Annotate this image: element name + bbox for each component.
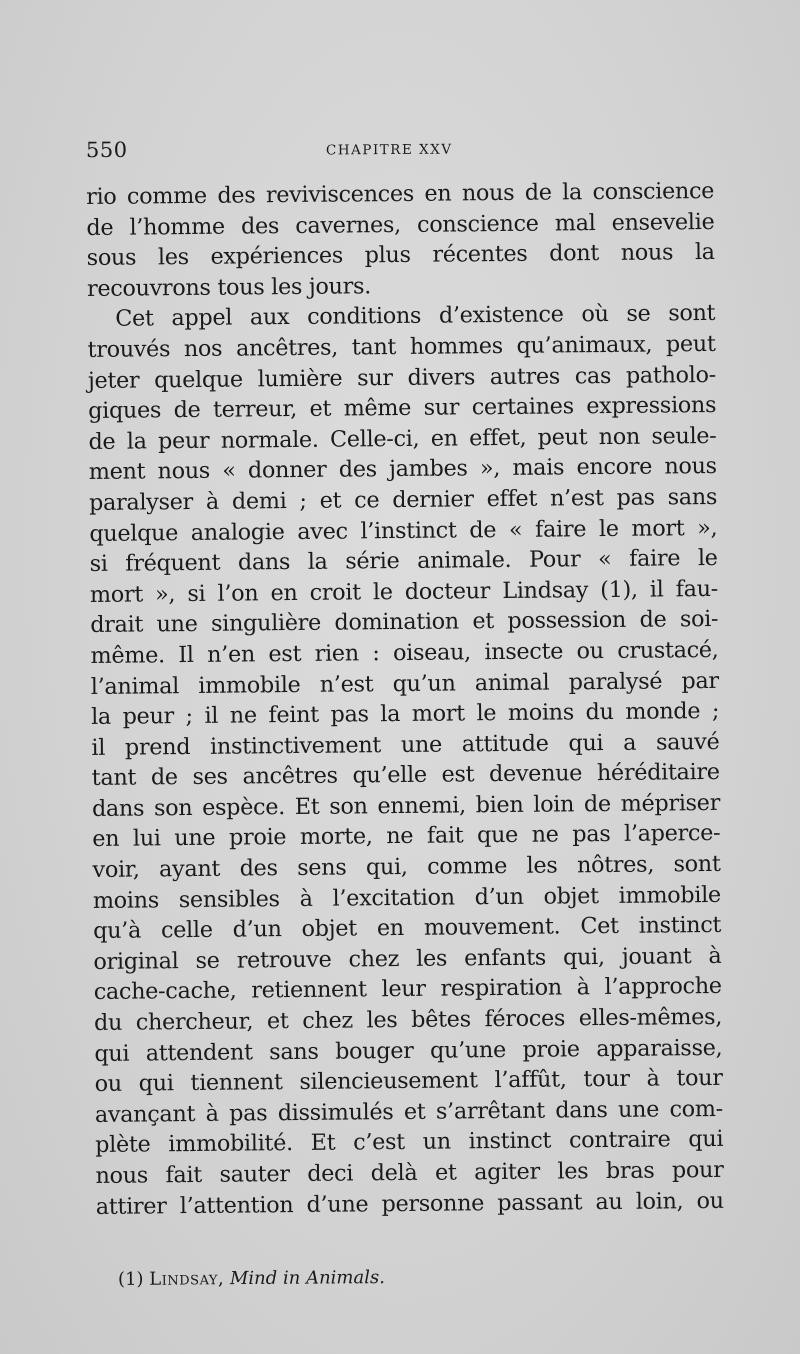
- text-line: quelque analogie avec l’instinct de « faire le mort »,: [89, 514, 718, 547]
- page-header: [86, 138, 726, 168]
- text-line: mort », si l’on en croit le docteur Lindsay (1), il fau-: [89, 575, 719, 608]
- text-line: si fréquent dans la série animale. Pour « faire le: [89, 545, 718, 578]
- text-line: l’animal immobile n’est qu’un animal paralysé par: [90, 667, 719, 700]
- text-line: Cet appel aux conditions d’existence où se sont: [115, 300, 716, 333]
- text-line: paralyser à demi ; et ce dernier effet n’est pas sans: [88, 483, 718, 516]
- text-line: avançant à pas dissimulés et s’arrêtant dans une com-: [94, 1095, 724, 1128]
- footnote-title: Mind in Animals.: [229, 1267, 385, 1290]
- text-line: plète immobilité. Et c’est un instinct contraire qui: [95, 1126, 724, 1159]
- text-line: rio comme des reviviscences en nous de la conscience: [86, 177, 715, 210]
- text-line: de l’homme des cavernes, conscience mal ensevelie: [86, 208, 715, 241]
- text-line: attirer l’attention d’une personne passant au loin, ou: [95, 1187, 724, 1220]
- text-line: qui attendent sans bouger qu’une proie apparaisse,: [94, 1034, 723, 1067]
- text-line: giques de terreur, et même sur certaines expressions: [88, 392, 717, 425]
- text-line: ment nous « donner des jambes », mais encore nous: [88, 453, 717, 486]
- text-line: drait une singulière domination et possession de soi-: [90, 606, 719, 639]
- text-line: même. Il n’en est rien : oiseau, insecte ou crustacé,: [90, 636, 719, 669]
- footnote-marker: (1): [117, 1268, 144, 1290]
- text-line: moins sensibles à l’excitation d’un objet immobile: [92, 881, 721, 914]
- text-line: original se retrouve chez les enfants qui, jouant à: [93, 942, 722, 975]
- text-line: trouvés nos ancêtres, tant hommes qu’animaux, peut: [87, 330, 716, 363]
- footnote-author: Lindsay,: [149, 1268, 225, 1290]
- text-line: il prend instinctivement une attitude qui a sauvé: [91, 728, 720, 761]
- text-line: nous fait sauter deci delà et agiter les bras pour: [95, 1156, 724, 1189]
- text-line: dans son espèce. Et son ennemi, bien loin de mépriser: [91, 789, 721, 822]
- body-text: [86, 176, 724, 1222]
- text-line: de la peur normale. Celle-ci, en effet, peut non seule-: [88, 422, 717, 455]
- text-line: voir, ayant des sens qui, comme les nôtres, sont: [92, 851, 721, 884]
- footnote: [118, 1267, 385, 1290]
- running-head: CHAPITRE XXV: [325, 141, 453, 159]
- text-line: cache-cache, retiennent leur respiration à l’approche: [93, 973, 722, 1006]
- text-line: la peur ; il ne feint pas la mort le moins du monde ;: [91, 698, 720, 731]
- text-line: jeter quelque lumière sur divers autres cas patholo-: [87, 361, 717, 394]
- text-line: tant de ses ancêtres qu’elle est devenue héréditaire: [91, 759, 720, 792]
- text-line: du chercheur, et chez les bêtes féroces elles-mêmes,: [93, 1003, 723, 1036]
- text-line: qu’à celle d’un objet en mouvement. Cet instinct: [93, 912, 722, 945]
- text-line: recouvrons tous les jours.: [86, 273, 372, 302]
- text-line: ou qui tiennent silencieusement l’affût, tour à tour: [94, 1065, 723, 1098]
- text-line: sous les expériences plus récentes dont nous la: [86, 239, 715, 272]
- page-number: 550: [85, 137, 128, 163]
- text-line: en lui une proie morte, ne fait que ne pas l’aperce-: [92, 820, 721, 853]
